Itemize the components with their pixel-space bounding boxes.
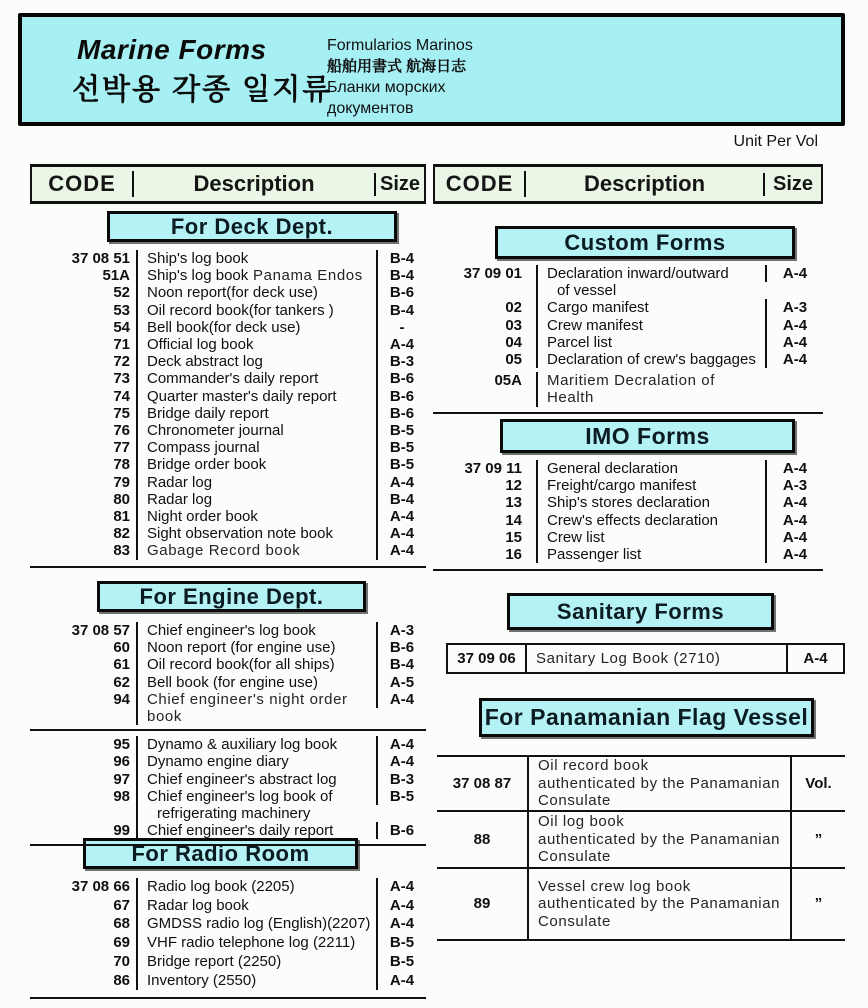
row-code: 02	[505, 299, 522, 317]
deck-dept-table	[30, 246, 426, 568]
row-description: Commander's daily report	[136, 370, 376, 387]
table-row	[30, 878, 426, 897]
row-code: 67	[113, 896, 130, 914]
row-code: 12	[505, 477, 522, 495]
row-code: 70	[113, 952, 130, 970]
row-size: A-4	[765, 512, 823, 529]
row-description: Noon report (for engine use)	[136, 639, 376, 656]
row-code: 51A	[102, 267, 130, 285]
row-code: 73	[113, 370, 130, 388]
table-row	[30, 267, 426, 284]
table-row	[30, 656, 426, 673]
subtitle-russian-line1: Бланки морских	[327, 79, 446, 96]
row-size: A-4	[765, 546, 823, 563]
row-size: B-4	[376, 267, 426, 284]
row-size: A-4	[376, 878, 426, 897]
section-banner-radio-room: For Radio Room	[83, 838, 358, 869]
row-code: 77	[113, 439, 130, 457]
subtitle-spanish: Formularios Marinos	[327, 37, 473, 54]
row-description: Declaration of crew's baggages	[536, 351, 765, 368]
table-row	[30, 736, 426, 753]
engine-table-group-1	[30, 622, 426, 725]
row-description: Vessel crew log book authenticated by the Panamanian Consulate	[527, 869, 790, 939]
row-size: ”	[790, 812, 845, 867]
description-column-header: Description	[132, 171, 374, 197]
row-description: Gabage Record book	[136, 542, 376, 559]
row-description: Official log book	[136, 336, 376, 353]
row-description: Crew manifest	[536, 317, 765, 334]
row-code: 37 08 87	[452, 774, 512, 792]
row-description: Sight observation note book	[136, 525, 376, 542]
row-size: A-4	[765, 529, 823, 546]
row-description: Radio log book (2205)	[136, 878, 376, 897]
engine-table-divider	[30, 729, 426, 731]
row-code: 69	[113, 934, 130, 952]
table-row	[437, 869, 845, 941]
row-size: A-3	[376, 622, 426, 639]
section-banner-sanitary-forms: Sanitary Forms	[507, 593, 774, 630]
row-code: 97	[113, 770, 130, 788]
row-code: 13	[505, 494, 522, 512]
row-size: A-4	[376, 542, 426, 559]
row-size: A-3	[765, 477, 823, 494]
row-code: 83	[113, 542, 130, 560]
table-row	[30, 353, 426, 370]
row-size: A-3	[765, 299, 823, 316]
engine-dept-table	[30, 618, 426, 846]
table-row	[433, 546, 823, 563]
row-code: 53	[113, 301, 130, 319]
row-code: 78	[113, 456, 130, 474]
row-code: 86	[113, 971, 130, 989]
row-size: B-5	[376, 456, 426, 473]
panamanian-flag-table	[437, 755, 845, 941]
row-size: Vol.	[790, 757, 845, 810]
row-description: Chief engineer's log book	[136, 622, 376, 639]
row-description: Night order book	[136, 508, 376, 525]
table-row	[30, 456, 426, 473]
row-code: 54	[113, 318, 130, 336]
row-description: Crew's effects declaration	[536, 512, 765, 529]
row-description: Radar log	[136, 491, 376, 508]
row-description: Sanitary Log Book (2710)	[525, 645, 786, 672]
row-size: -	[376, 319, 426, 336]
sanitary-forms-table	[446, 643, 845, 674]
row-description: Oil record book(for all ships)	[136, 656, 376, 673]
table-row	[433, 529, 823, 546]
row-size: B-4	[376, 491, 426, 508]
code-column-header: CODE	[48, 171, 116, 196]
table-row	[30, 474, 426, 491]
section-banner-panamanian-flag: For Panamanian Flag Vessel	[479, 698, 814, 737]
row-size: A-4	[765, 265, 823, 282]
row-code: 62	[113, 673, 130, 691]
row-code: 81	[113, 508, 130, 526]
row-size: B-6	[376, 388, 426, 405]
section-banner-custom-forms: Custom Forms	[495, 226, 795, 259]
table-row	[433, 494, 823, 511]
table-row	[433, 351, 823, 368]
row-description: Cargo manifest	[536, 299, 765, 316]
row-code: 74	[113, 387, 130, 405]
section-banner-deck-dept: For Deck Dept.	[107, 211, 397, 242]
table-row	[30, 370, 426, 387]
table-row	[30, 250, 426, 267]
row-code: 79	[113, 473, 130, 491]
row-size: B-3	[376, 353, 426, 370]
row-code: 52	[113, 284, 130, 302]
row-description: Freight/cargo manifest	[536, 477, 765, 494]
row-description: Bridge order book	[136, 456, 376, 473]
row-code: 37 09 11	[464, 460, 522, 477]
table-row	[30, 622, 426, 639]
row-description: Passenger list	[536, 546, 765, 563]
table-row	[30, 284, 426, 301]
table-row	[30, 691, 426, 725]
row-size: A-5	[376, 674, 426, 691]
table-row	[433, 334, 823, 351]
row-size: A-4	[376, 474, 426, 491]
section-banner-imo-forms: IMO Forms	[500, 419, 795, 453]
table-row	[30, 388, 426, 405]
table-row	[30, 491, 426, 508]
row-description: Bridge report (2250)	[136, 953, 376, 972]
row-size: B-6	[376, 639, 426, 656]
row-description: Oil record book(for tankers )	[136, 302, 376, 319]
row-code: 37 09 01	[463, 265, 522, 282]
row-description: Declaration inward/outward of vessel	[536, 265, 765, 299]
row-size: A-4	[376, 336, 426, 353]
row-size: B-4	[376, 656, 426, 673]
table-row	[437, 757, 845, 812]
subtitle-chinese: 船舶用書式 航海日志	[327, 58, 467, 75]
row-code: 04	[505, 333, 522, 351]
row-size: B-6	[376, 370, 426, 387]
row-description: Chief engineer's night order book	[136, 691, 376, 725]
row-size: A-4	[376, 915, 426, 934]
row-code: 95	[113, 736, 130, 754]
row-code: 61	[113, 656, 130, 674]
table-row	[30, 822, 426, 839]
row-description: Chronometer journal	[136, 422, 376, 439]
table-row	[433, 477, 823, 494]
row-description: GMDSS radio log (English)(2207)	[136, 915, 376, 934]
row-size: B-3	[376, 771, 426, 788]
row-description: General declaration	[536, 460, 765, 477]
table-row	[433, 265, 823, 299]
size-column-header: Size	[374, 173, 424, 196]
row-size: A-4	[765, 460, 823, 477]
row-size: A-4	[765, 334, 823, 351]
row-size: B-5	[376, 953, 426, 972]
row-code: 89	[473, 895, 491, 913]
row-size: A-4	[765, 351, 823, 368]
row-size: A-4	[376, 691, 426, 708]
row-description: Bridge daily report	[136, 405, 376, 422]
row-code: 82	[113, 525, 130, 543]
row-description: Chief engineer's log book of refrigerating machinery	[136, 788, 376, 822]
table-row	[30, 953, 426, 972]
row-description: Ship's log book Panama Endos	[136, 267, 376, 284]
table-row	[30, 302, 426, 319]
table-row	[30, 439, 426, 456]
row-description: Parcel list	[536, 334, 765, 351]
row-description: Chief engineer's abstract log	[136, 771, 376, 788]
table-row	[448, 645, 843, 672]
row-size: B-6	[376, 405, 426, 422]
table-row	[30, 934, 426, 953]
row-size: B-6	[376, 284, 426, 301]
row-size: A-4	[765, 494, 823, 511]
table-row	[30, 674, 426, 691]
row-size: B-5	[376, 422, 426, 439]
row-code: 14	[505, 511, 522, 529]
row-code: 94	[113, 690, 130, 708]
table-row	[433, 317, 823, 334]
row-code: 96	[113, 753, 130, 771]
row-code: 99	[113, 822, 130, 840]
row-description: Oil log book authenticated by the Panamanian Consulate	[527, 812, 790, 867]
row-code: 03	[505, 316, 522, 334]
table-row	[433, 460, 823, 477]
row-description: Ship's stores declaration	[536, 494, 765, 511]
row-size: A-4	[376, 897, 426, 916]
row-size: B-6	[376, 822, 426, 839]
table-row	[30, 771, 426, 788]
row-description: Maritiem Decralation of Health	[536, 372, 765, 406]
table-row	[30, 525, 426, 542]
row-size: ”	[790, 869, 845, 939]
row-description: Quarter master's daily report	[136, 388, 376, 405]
row-size: A-4	[376, 753, 426, 770]
row-code: 80	[113, 490, 130, 508]
row-description: VHF radio telephone log (2211)	[136, 934, 376, 953]
table-row	[30, 753, 426, 770]
row-description: Oil record book authenticated by the Panamanian Consulate	[527, 757, 790, 810]
row-size: A-4	[376, 972, 426, 991]
row-size: A-4	[376, 508, 426, 525]
row-code: 37 09 06	[457, 649, 516, 667]
row-size: B-5	[376, 788, 426, 805]
custom-forms-table	[433, 262, 823, 414]
row-code: 05	[505, 351, 522, 369]
row-size: A-4	[765, 317, 823, 334]
page-title-translations	[327, 35, 473, 119]
row-code: 71	[113, 336, 130, 354]
row-description: Chief engineer's daily report	[136, 822, 376, 839]
row-code: 68	[113, 915, 130, 933]
row-code: 76	[113, 422, 130, 440]
section-banner-engine-dept: For Engine Dept.	[97, 581, 366, 612]
table-row	[30, 639, 426, 656]
row-description: Inventory (2550)	[136, 972, 376, 991]
radio-room-table	[30, 874, 426, 999]
table-row	[433, 372, 823, 406]
table-row	[433, 512, 823, 529]
subtitle-russian-line2: документов	[327, 100, 414, 117]
row-size: A-4	[376, 525, 426, 542]
row-description: Radar log book	[136, 897, 376, 916]
table-row	[30, 788, 426, 822]
table-row	[30, 336, 426, 353]
row-size: B-5	[376, 439, 426, 456]
size-column-header: Size	[763, 173, 821, 196]
code-column-header: CODE	[445, 171, 514, 196]
page-title-english: Marine Forms	[77, 34, 267, 65]
table-row	[30, 319, 426, 336]
engine-table-group-2	[30, 736, 426, 839]
row-description: Dynamo & auxiliary log book	[136, 736, 376, 753]
row-code: 75	[113, 404, 130, 422]
row-code: 05A	[494, 372, 522, 390]
page-title-korean: 선박용 각종 일지류	[72, 74, 333, 106]
table-row	[30, 897, 426, 916]
row-description: Ship's log book	[136, 250, 376, 267]
row-size: A-4	[786, 645, 843, 672]
table-row	[30, 542, 426, 559]
row-description: Bell book(for deck use)	[136, 319, 376, 336]
table-row	[433, 299, 823, 316]
right-table-header	[433, 164, 823, 204]
row-code: 16	[505, 546, 522, 564]
row-code: 37 08 66	[71, 878, 130, 895]
row-size: B-4	[376, 250, 426, 267]
unit-per-vol-note: Unit Per Vol	[733, 133, 818, 150]
row-description: Deck abstract log	[136, 353, 376, 370]
row-description: Crew list	[536, 529, 765, 546]
row-description: Radar log	[136, 474, 376, 491]
imo-forms-table	[433, 456, 823, 571]
row-code: 60	[113, 639, 130, 657]
row-size: A-4	[376, 736, 426, 753]
row-code: 37 08 57	[71, 622, 130, 639]
table-row	[437, 812, 845, 869]
row-description: Bell book (for engine use)	[136, 674, 376, 691]
table-row	[30, 405, 426, 422]
row-description: Noon report(for deck use)	[136, 284, 376, 301]
left-table-header	[30, 164, 426, 204]
row-size: B-5	[376, 934, 426, 953]
row-code: 88	[473, 830, 491, 848]
row-code: 37 08 51	[71, 250, 130, 267]
table-row	[30, 508, 426, 525]
row-description: Compass journal	[136, 439, 376, 456]
description-column-header: Description	[524, 171, 763, 197]
row-code: 15	[505, 528, 522, 546]
page-header-box	[18, 13, 845, 126]
table-row	[30, 422, 426, 439]
row-size: B-4	[376, 302, 426, 319]
row-code: 72	[113, 353, 130, 371]
row-description: Dynamo engine diary	[136, 753, 376, 770]
table-row	[30, 915, 426, 934]
row-code: 98	[113, 787, 130, 805]
table-row	[30, 972, 426, 991]
